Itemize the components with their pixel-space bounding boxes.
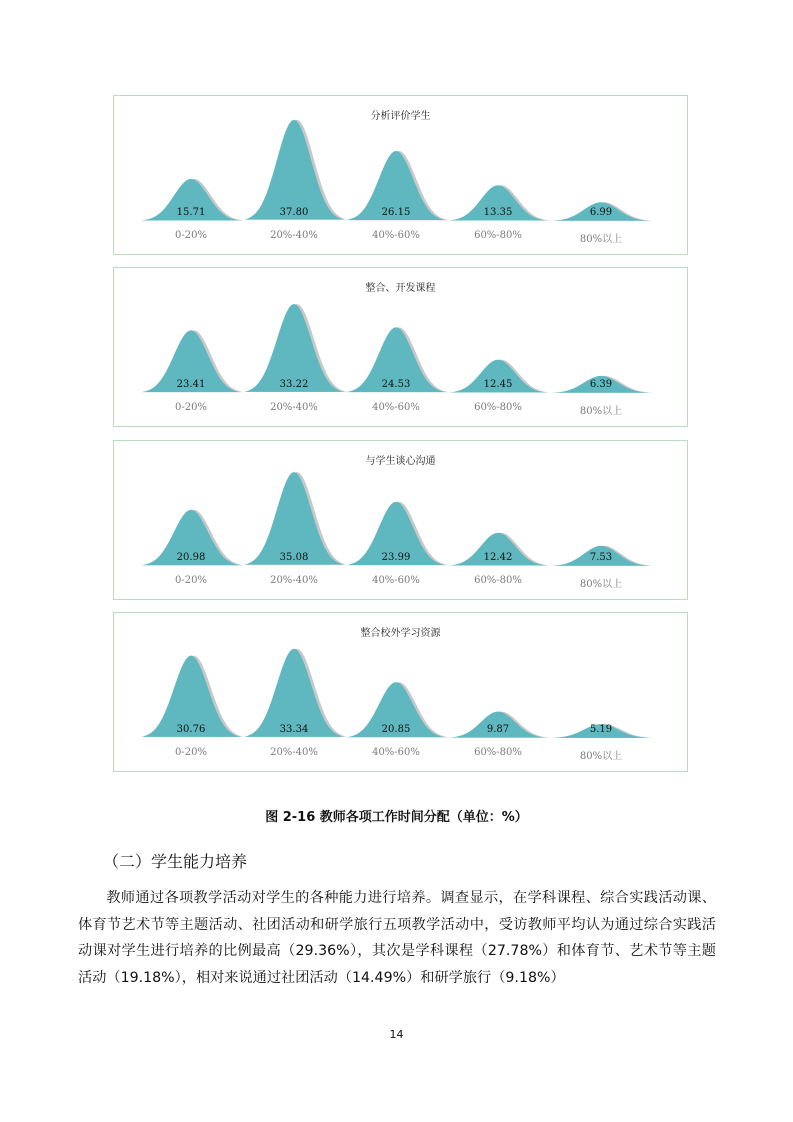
chart-title: 整合、开发课程 [365,283,436,294]
category-tick-label: 40%-60% [372,747,420,758]
chart-panel-1 [113,95,688,255]
page-number: 14 [389,1028,404,1041]
data-label: 9.87 [486,724,510,735]
chart-panel-3 [113,440,688,600]
chart-panel-4 [113,612,688,772]
category-tick-label: 20%-40% [270,230,318,241]
category-tick-label: 80%以上 [579,406,623,417]
data-label: 5.19 [589,724,613,735]
bell-mark-group [244,472,347,565]
chart-svg [114,268,689,428]
data-label: 23.41 [176,379,206,390]
category-tick-label: 60%-80% [474,575,522,586]
chart-title: 与学生谈心沟通 [365,456,436,467]
data-label: 33.22 [279,379,309,390]
body-paragraph: 教师通过各项教学活动对学生的各种能力进行培养。调查显示，在学科课程、综合实践活动课、体育节艺术节等主题活动、社团活动和研学旅行五项教学活动中，受访教师平均认为通过综合实践活动课对学生进行培养的比例最高（29.36%），其次是学科课程（27.78%）和体育节、艺术节等主题活动（19.18%），相对来说通过社团活动（14.49%）和研学旅行（9.18%） [78,890,716,986]
data-label: 6.39 [589,379,613,390]
data-label: 20.85 [381,724,411,735]
data-label: 13.35 [483,207,513,218]
chart-svg [114,441,689,601]
data-label: 30.76 [176,724,206,735]
data-label: 6.99 [589,207,613,218]
chart-title: 整合校外学习资源 [360,628,441,639]
data-label: 35.08 [279,552,309,563]
category-tick-label: 20%-40% [270,747,318,758]
category-tick-label: 0-20% [175,575,207,586]
data-label: 12.45 [483,379,513,390]
data-label: 37.80 [279,207,309,218]
category-tick-label: 20%-40% [270,402,318,413]
category-tick-label: 40%-60% [372,575,420,586]
category-tick-label: 40%-60% [372,402,420,413]
category-tick-label: 60%-80% [474,402,522,413]
data-label: 24.53 [381,379,411,390]
category-tick-label: 0-20% [175,747,207,758]
chart-svg [114,96,689,256]
category-tick-label: 80%以上 [579,579,623,590]
category-tick-label: 0-20% [175,402,207,413]
chart-svg [114,613,689,773]
category-tick-label: 20%-40% [270,575,318,586]
data-label: 7.53 [589,552,613,563]
figure-caption: 图 2-16 教师各项工作时间分配（单位：%） [265,810,528,825]
category-tick-label: 60%-80% [474,230,522,241]
data-label: 26.15 [381,207,411,218]
data-label: 23.99 [381,552,411,563]
section-heading: （二）学生能力培养 [103,852,248,871]
category-tick-label: 60%-80% [474,747,522,758]
category-tick-label: 0-20% [175,230,207,241]
bell-mark-group [244,120,347,220]
category-tick-label: 40%-60% [372,230,420,241]
category-tick-label: 80%以上 [579,751,623,762]
data-label: 12.42 [483,552,513,563]
chart-title: 分析评价学生 [370,111,431,122]
chart-panel-2 [113,267,688,427]
data-label: 20.98 [176,552,206,563]
data-label: 15.71 [176,207,206,218]
category-tick-label: 80%以上 [579,234,623,245]
data-label: 33.34 [279,724,309,735]
